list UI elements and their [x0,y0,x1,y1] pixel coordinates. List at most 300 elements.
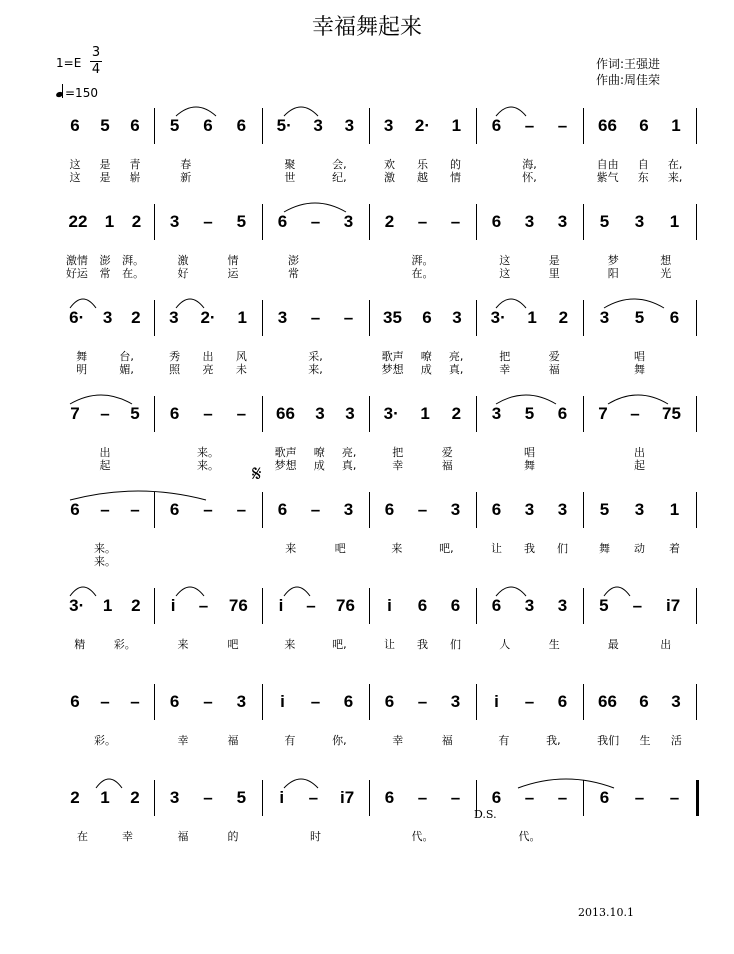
note: – [310,308,321,327]
note: 6 [491,788,502,807]
note: 6 [203,116,213,135]
lyric: 嘹 [313,446,325,459]
note: 3 [343,500,354,519]
lyric: 精 [74,638,86,651]
score-system [56,680,696,770]
lyric-line-1 [158,732,258,748]
lyric: 们 [557,542,568,555]
lyric: 出 [660,638,672,651]
slur [604,587,630,596]
note: i [280,692,285,711]
lyric-line-2 [266,457,365,473]
lyric: 海, [522,158,537,171]
note: – [203,404,213,423]
lyric: 未 [235,363,247,376]
note: – [203,212,213,231]
score-system [56,200,696,290]
lyric-line-1 [60,636,150,652]
lyric: 人 [499,638,511,651]
lyric: 这 [499,254,511,267]
note: i [494,692,499,711]
lyric: 梦想 [381,363,404,376]
note: 3 [634,212,645,231]
note: 3 [524,500,535,519]
lyric-line-2 [480,169,579,185]
lyric: 澎 [99,254,111,267]
lyric: 成 [313,459,325,472]
note: 1 [671,116,681,135]
lyric: 你, [332,734,347,747]
note: i [278,596,284,615]
lyric: 梦想 [274,459,297,472]
slur-marks [56,296,696,316]
lyric: 幸 [392,734,404,747]
note: 3 [236,692,247,711]
lyric-line-1 [158,828,258,844]
note: 3 [169,212,180,231]
note: 2· [200,308,216,327]
date: 2013.10.1 [578,906,634,919]
lyric: 在 [77,830,88,843]
note: 3 [169,788,180,807]
lyric: 纪, [332,171,347,184]
lyric-line-1 [587,636,692,652]
lyric: 们 [450,638,461,651]
note: 2 [558,308,569,327]
lyric: 嘹 [420,350,432,363]
lyric: 青 [129,158,141,171]
note: 6· [69,308,85,327]
lyric-line-1 [373,732,472,748]
lyric: 福 [548,363,560,376]
note: 35 [383,308,402,327]
lyric: 是 [99,158,111,171]
note: – [630,404,640,423]
note: 1 [100,788,110,807]
bar-line [696,684,697,720]
lyric: 代。 [518,830,541,843]
time-signature-top: 3 [91,45,101,60]
lyric: 舞 [524,459,535,472]
note: 6 [491,116,502,135]
lyric: 福 [177,830,189,843]
note: 1 [451,116,462,135]
lyric: 我们 [597,734,620,747]
lyric: 来。 [94,555,116,568]
lyric: 崭 [129,171,141,184]
lyric: 是 [99,171,111,184]
lyric: 世 [284,171,296,184]
lyric-line-1 [480,636,579,652]
lyric: 自 [637,158,649,171]
lyric-line-1 [60,828,150,844]
slur [70,491,206,500]
note: 3 [343,212,354,231]
lyric: 幸 [177,734,189,747]
lyric: 来。 [94,542,116,555]
lyric-line-1 [158,636,258,652]
lyric: 这 [69,171,81,184]
note: 7 [70,404,80,423]
note: 3 [452,308,462,327]
lyric: 激 [177,254,189,267]
note: 2 [131,212,142,231]
lyric: 福 [441,459,453,472]
note: 3 [102,308,113,327]
note: 3 [599,308,610,327]
score-system [56,488,696,578]
note: – [203,692,213,711]
lyric-line-2 [373,265,472,281]
note: 2· [414,116,431,135]
note: 66 [598,692,617,711]
slur-marks [56,200,696,220]
lyric: 彩。 [94,734,116,747]
key-signature: 1=E [56,56,82,70]
note: 3 [450,500,461,519]
lyric-line-1 [480,540,579,556]
note: 6 [277,212,288,231]
ds-marking: D.S. [474,808,497,821]
bar-line [696,108,697,144]
note: – [306,596,316,615]
note: – [417,212,428,231]
tempo-marking [56,84,98,100]
note: i [279,788,285,807]
note: 5 [599,596,609,615]
note: 6 [669,308,680,327]
note: – [343,308,354,327]
note: 3 [344,116,355,135]
slur [70,299,96,308]
note: 3· [69,596,85,615]
note: 3 [524,596,535,615]
time-signature-bottom: 4 [91,62,101,77]
note: 3· [383,404,399,423]
lyric: 代。 [411,830,434,843]
note: – [417,500,428,519]
note: – [557,788,568,807]
note: – [100,404,110,423]
note: 5 [599,500,610,519]
lyric: 亮, [341,446,357,459]
note: 6 [450,596,461,615]
note: – [236,500,247,519]
lyric: 真, [448,363,464,376]
note: – [557,116,568,135]
note: – [198,596,209,615]
lyric-line-2 [266,265,365,281]
lyric: 风 [235,350,247,363]
note: 3 [524,212,535,231]
lyric-line-2 [60,553,150,569]
note: 2 [451,404,462,423]
lyric: 唱 [634,350,645,363]
lyric: 秀 [169,350,181,363]
note: 6 [557,692,568,711]
lyric: 爱 [441,446,453,459]
lyric: 舞 [599,542,610,555]
note: 6 [417,596,428,615]
slur-marks [56,776,696,796]
lyric: 来 [284,638,296,651]
lyric: 生 [548,638,560,651]
lyric: 生 [639,734,651,747]
score-system [56,584,696,674]
note: 3 [557,500,568,519]
note: – [310,212,321,231]
score-system [56,392,696,482]
lyric: 湃。 [122,254,145,267]
lyric: 的 [227,830,239,843]
lyric: 光 [660,267,672,280]
slur [96,779,122,788]
lyric: 好 [177,267,189,280]
note: 6 [70,116,80,135]
slur-marks [56,488,696,508]
note: 5 [524,404,535,423]
lyric: 活 [670,734,682,747]
lyric: 这 [69,158,81,171]
note: – [310,500,321,519]
note: 2 [384,212,395,231]
lyric: 新 [180,171,192,184]
note: i7 [339,788,355,807]
note: 5 [599,212,610,231]
lyric: 想 [660,254,672,267]
lyric: 舞 [634,363,645,376]
note: 22 [68,212,88,231]
note: – [669,788,680,807]
lyric: 最 [607,638,619,651]
lyric-line-2 [480,457,579,473]
lyric: 梦 [607,254,619,267]
note: – [417,788,428,807]
slur [496,395,556,404]
lyric: 东 [637,171,649,184]
note: – [130,692,140,711]
note: 6 [557,404,568,423]
lyric: 吧 [334,542,346,555]
lyric-line-2 [60,169,150,185]
lyric-line-2 [266,169,365,185]
note: 1 [102,596,113,615]
slur-marks [56,680,696,700]
lyric: 阳 [607,267,619,280]
slur [496,107,526,116]
note: 3 [313,116,323,135]
lyric: 运 [227,267,239,280]
note: 6 [384,692,395,711]
lyric: 激情 [65,254,88,267]
note: 3 [315,404,325,423]
lyric: 有 [284,734,296,747]
lyric-line-1 [266,732,365,748]
score-system [56,776,696,866]
lyric: 来。 [197,459,219,472]
lyric-line-1 [373,636,472,652]
lyric: 彩。 [113,638,136,651]
bar-line [696,780,699,816]
note: 1 [669,212,680,231]
lyric-line-2 [587,265,692,281]
lyric-line-1 [373,540,472,556]
song-title: 幸福舞起来 [311,15,422,40]
note: 2 [70,788,80,807]
lyric: 在, [667,158,683,171]
credits [596,56,660,88]
lyric-line-1 [373,828,472,844]
note: 3 [277,308,288,327]
lyric: 这 [499,267,511,280]
note: – [100,692,110,711]
note: 6 [384,500,395,519]
lyric: 春 [180,158,192,171]
lyric: 着 [669,542,680,555]
lyric-line-1 [480,732,579,748]
lyric: 是 [548,254,560,267]
tempo-value: =150 [65,86,98,100]
lyric: 常 [99,267,111,280]
lyric: 动 [634,542,645,555]
note: 5 [236,788,247,807]
note: – [417,692,428,711]
slur-marks [56,584,696,604]
note: 6 [70,692,80,711]
time-signature [90,46,102,77]
note: 6 [422,308,432,327]
lyric-line-2 [158,457,258,473]
note: 3 [345,404,355,423]
lyric: 真, [341,459,357,472]
lyric: 好运 [65,267,88,280]
note: 3 [557,212,568,231]
slur-marks [56,392,696,412]
lyric: 幸 [122,830,133,843]
lyric: 让 [384,638,395,651]
lyric-line-2 [373,361,472,377]
lyric: 把 [392,446,404,459]
note: – [524,788,535,807]
slur [176,107,216,116]
lyric: 起 [99,459,111,472]
note: – [450,788,461,807]
lyric: 唱 [524,446,535,459]
note: 76 [228,596,248,615]
lyric: 吧 [227,638,239,651]
note: 1 [237,308,247,327]
lyric: 我 [417,638,428,651]
slur [496,587,526,596]
lyric: 来 [285,542,297,555]
lyric: 紫气 [596,171,619,184]
note: 6 [169,692,180,711]
lyric: 出 [99,446,111,459]
note: 6 [236,116,247,135]
lyric-line-2 [480,361,579,377]
note: – [524,692,535,711]
lyric-line-2 [158,265,258,281]
lyric: 福 [227,734,239,747]
note: 3 [671,692,681,711]
note: 3 [491,404,502,423]
lyric-line-2 [480,265,579,281]
lyric: 时 [310,830,321,843]
note: 2 [130,788,140,807]
note: 1 [669,500,680,519]
note: 6 [130,116,140,135]
note: 6 [491,596,502,615]
lyric-line-2 [373,169,472,185]
lyric: 越 [417,171,428,184]
note: 5 [634,308,645,327]
lyric: 来。 [197,446,219,459]
lyric: 亮, [448,350,464,363]
lyric: 我, [546,734,561,747]
lyric: 起 [634,459,645,472]
lyric: 幸 [499,363,511,376]
note: – [203,500,213,519]
slur [518,779,614,788]
lyric-line-2 [60,361,150,377]
slur [284,107,318,116]
lyric: 幸 [392,459,404,472]
note: 2 [131,596,141,615]
lyric: 把 [499,350,511,363]
lyric-line-2 [60,457,150,473]
lyric: 会, [332,158,347,171]
lyric-line-1 [266,540,365,556]
note: 3 [450,692,461,711]
note: 5· [276,116,292,135]
note: i7 [665,596,681,615]
lyric: 澎 [288,254,299,267]
segno-icon: 𝄋 [252,462,262,487]
lyric: 激 [384,171,395,184]
lyric-line-1 [480,828,579,844]
note: – [236,404,247,423]
note: 1 [104,212,115,231]
lyric: 里 [548,267,560,280]
note: – [632,596,643,615]
note: 6 [70,500,80,519]
slur [608,395,668,404]
note: 6 [599,788,610,807]
note: 3 [634,500,645,519]
lyric: 湃。 [411,254,434,267]
lyric: 歌声 [274,446,297,459]
note: – [634,788,645,807]
lyric: 欢 [384,158,395,171]
lyric: 爱 [548,350,560,363]
lyric: 歌声 [381,350,404,363]
slur [284,203,346,212]
note: 66 [276,404,295,423]
note: 66 [598,116,617,135]
note: 76 [336,596,355,615]
lyric-line-1 [266,828,365,844]
note: – [308,788,319,807]
note: i [387,596,392,615]
lyric-line-1 [266,636,365,652]
lyric: 采, [308,350,323,363]
note: 5 [169,116,180,135]
lyric-line-2 [587,169,692,185]
note: – [130,500,140,519]
lyric: 来 [177,638,189,651]
lyric: 的 [450,158,461,171]
note: 3 [169,308,179,327]
